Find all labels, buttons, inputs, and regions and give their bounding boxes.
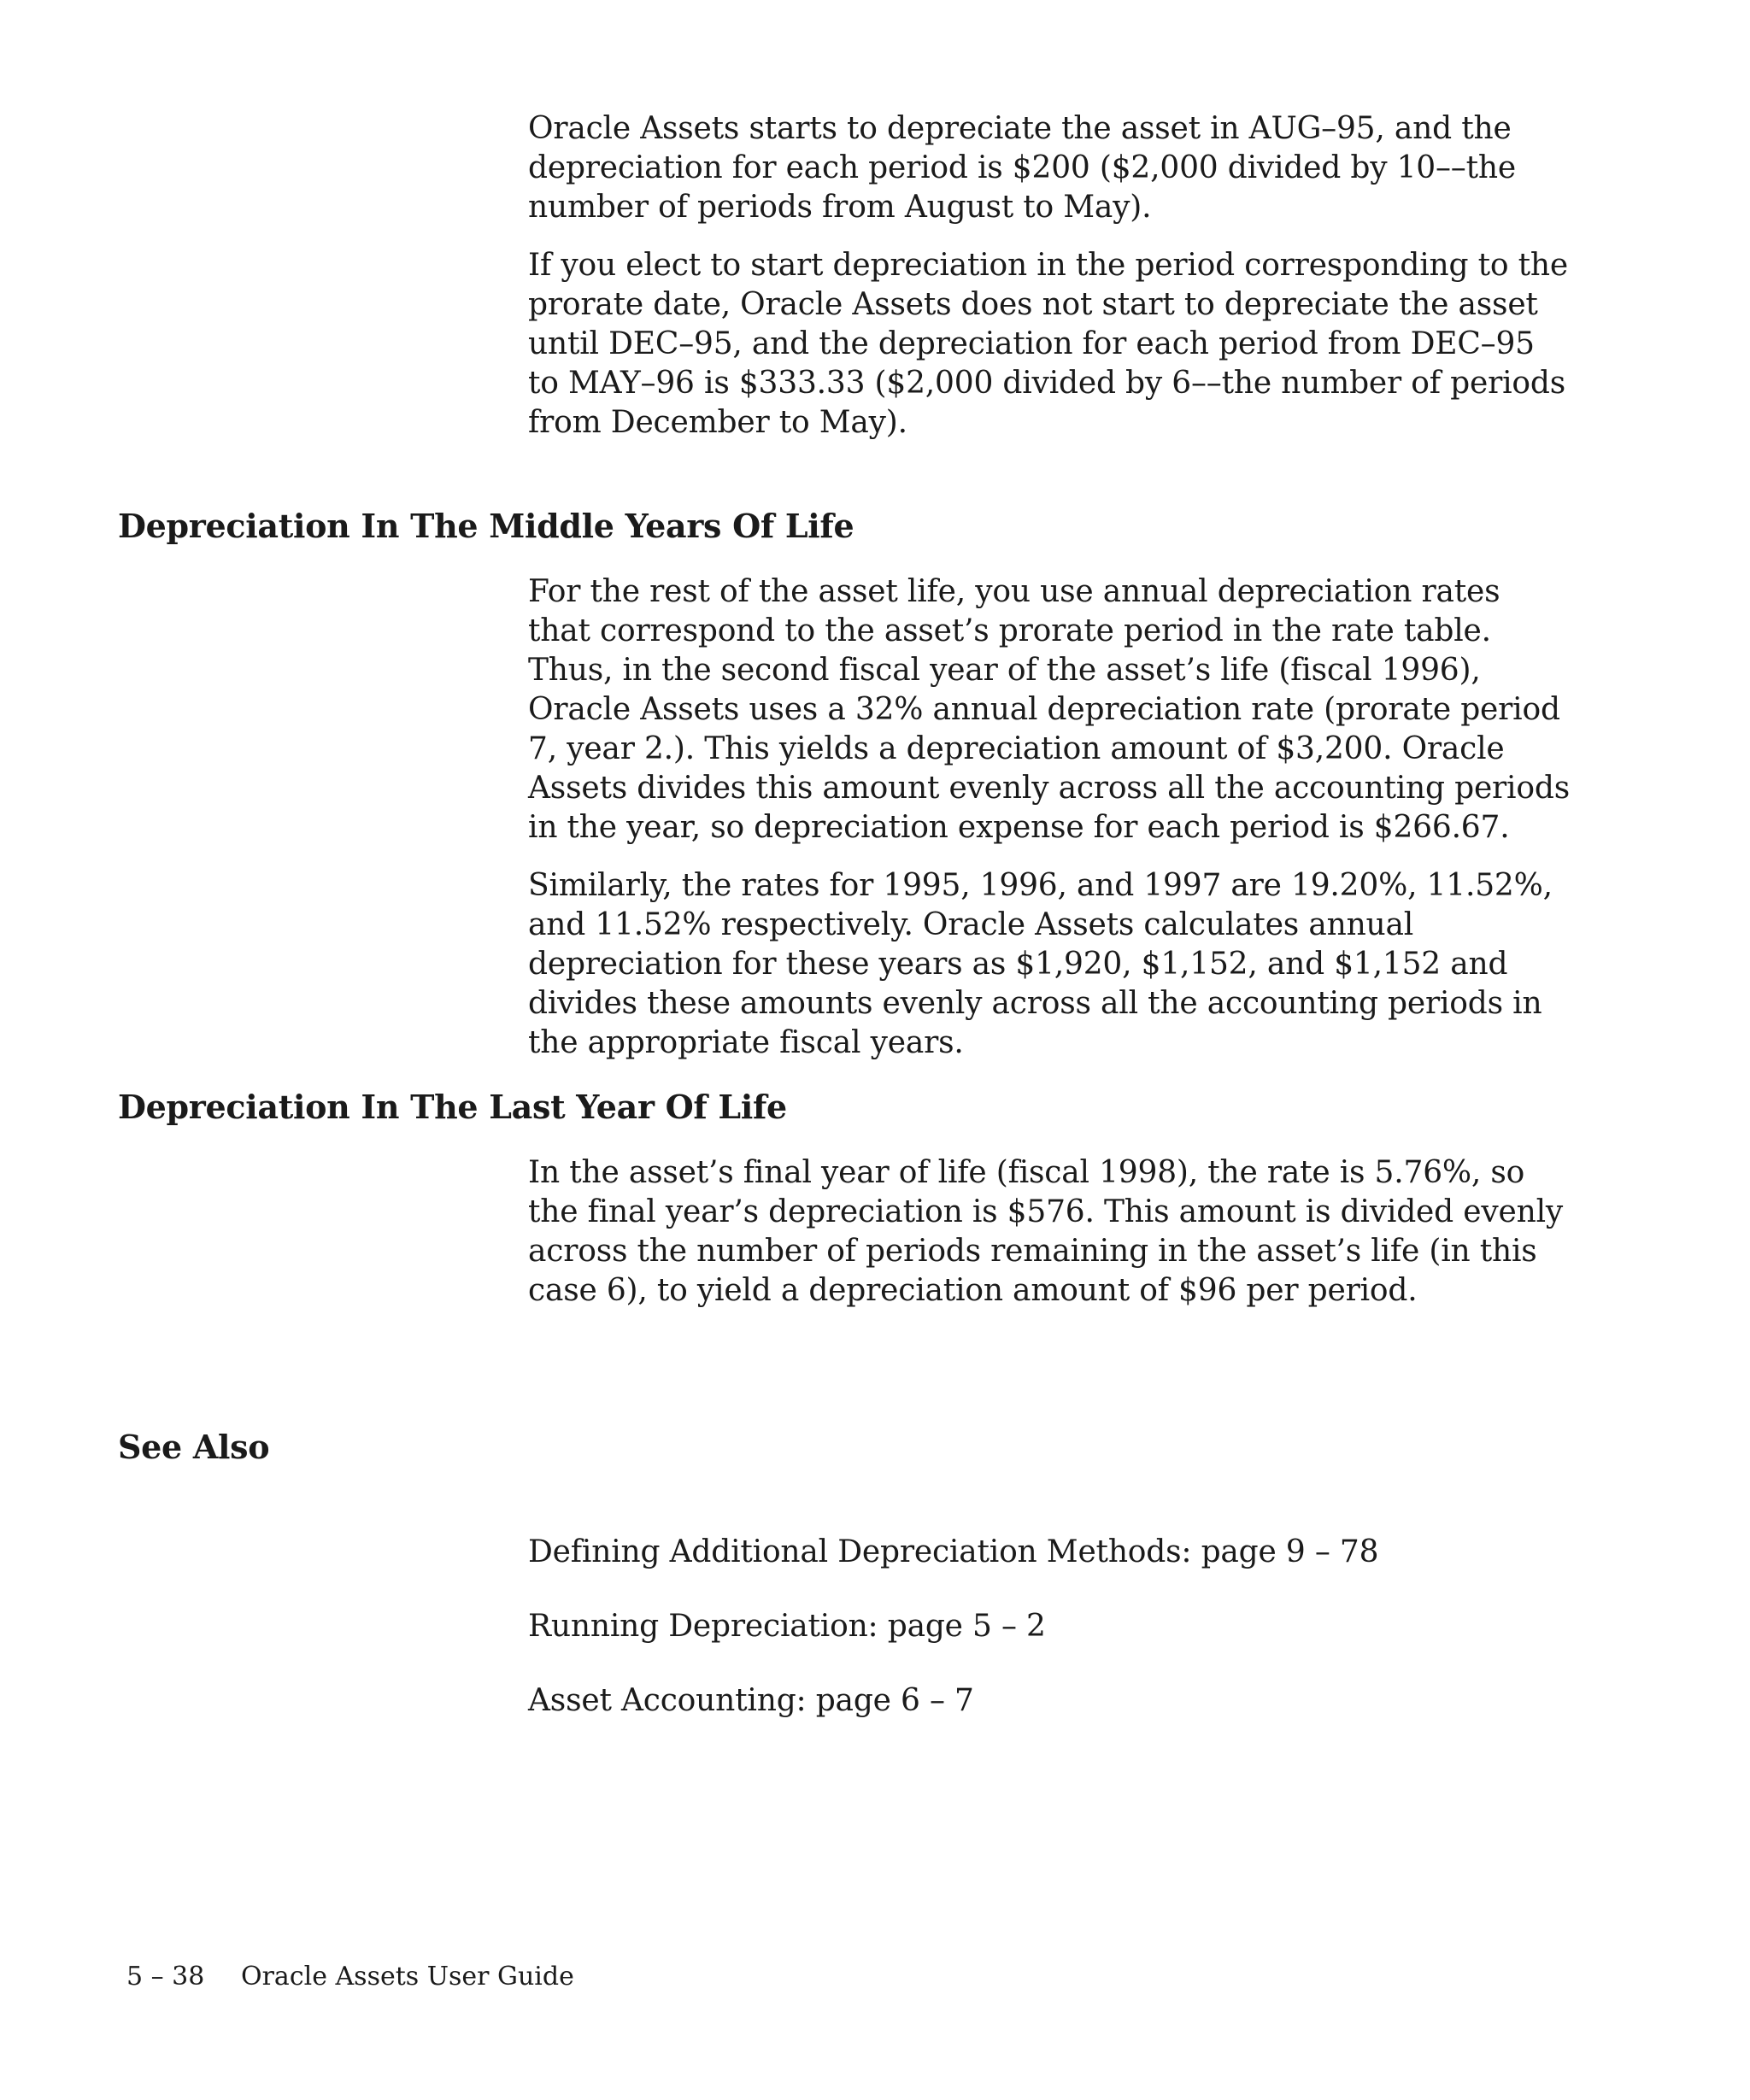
intro-section — [528, 109, 1571, 443]
intro-paragraph-2: If you elect to start depreciation in the period corresponding to the prorate date, Oracle Assets does not start to depreciate the asset until DEC–95, and the depreciation for each period from DEC–95 to MAY–96 is $333.33 ($2,000 divided by 6––the number of periods from December to May). — [528, 248, 1568, 440]
see-also-link-depreciation-methods[interactable]: Defining Additional Depreciation Methods: page 9 – 78 — [528, 1534, 1379, 1569]
last-year-section — [528, 1153, 1571, 1311]
intro-paragraph-1: Oracle Assets starts to depreciate the asset in AUG–95, and the depreciation for each period is $200 ($2,000 divided by 10––the number of periods from August to May). — [528, 111, 1516, 225]
last-year-heading: Depreciation In The Last Year Of Life — [118, 1088, 787, 1126]
middle-years-paragraph-1: For the rest of the asset life, you use annual depreciation rates that correspond to the asset’s prorate period in the rate table. Thus, in the second fiscal year of the asset’s life (fiscal 1996), Oracle Assets uses a 32% annual depreciation rate (prorate period 7, year 2.). This yields a depreciation amount of $3,200. Oracle Assets divides this amount evenly across all the accounting periods in the year, so depreciation expense for each period is $266.67. — [528, 574, 1570, 845]
see-also-heading: See Also — [118, 1428, 270, 1466]
footer-book-title: Oracle Assets User Guide — [241, 1962, 574, 1991]
footer-page-number: 5 – 38 — [126, 1962, 205, 1991]
see-also-link-asset-accounting[interactable]: Asset Accounting: page 6 – 7 — [528, 1683, 974, 1718]
last-year-paragraph-1: In the asset’s final year of life (fiscal 1998), the rate is 5.76%, so the final year’s depreciation is $576. This amount is divided evenly across the number of periods remaining in the asset’s life (in this case 6), to yield a depreciation amount of $96 per period. — [528, 1155, 1564, 1308]
middle-years-section — [528, 572, 1571, 1063]
middle-years-paragraph-2: Similarly, the rates for 1995, 1996, and 1997 are 19.20%, 11.52%, and 11.52% respectively. Oracle Assets calculates annual depreciation for these years as $1,920, $1,152, and $1,152 and divides these amounts evenly across all the accounting periods in the appropriate fiscal years. — [528, 868, 1553, 1060]
middle-years-heading: Depreciation In The Middle Years Of Life — [118, 507, 854, 545]
see-also-link-running-depreciation[interactable]: Running Depreciation: page 5 – 2 — [528, 1609, 1046, 1644]
